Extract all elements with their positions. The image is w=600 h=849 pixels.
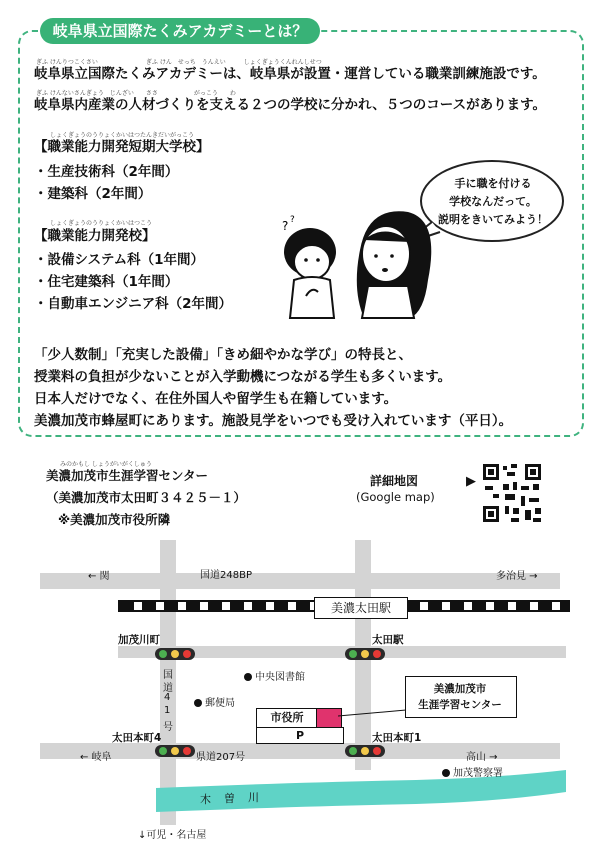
route207-label: 県道207号 [196, 752, 246, 763]
venue-note: ※美濃加茂市役所隣 [58, 512, 171, 527]
school2-ruby: しょくぎょうのうりょくかいはつこう [50, 220, 153, 227]
venue-callout-line: 生涯学習センター [418, 699, 502, 711]
route248-label: 国道248BP [200, 570, 252, 581]
course-item: ・建築科（2年間） [34, 186, 152, 202]
para2-ruby: ぎふ けんないさんぎょう じんざい ささ がっこう わ [36, 90, 236, 97]
school1-ruby: しょくぎょうのうりょくかいはつたんきだいがっこう [50, 132, 195, 139]
course-item: ・生産技術科（2年間） [34, 164, 179, 180]
ota-station-label: 太田駅 [372, 634, 404, 646]
ota4-label: 太田本町4 [112, 732, 162, 744]
direction-tajimi: 多治見 → [496, 571, 538, 582]
students-illustration [268, 200, 438, 320]
intro-title-tab: 岐阜県立国際たくみアカデミーとは？ [40, 18, 320, 44]
parking-box: P [256, 727, 344, 744]
venue-name: 美濃加茂市生涯学習センター [46, 468, 209, 483]
course-item: ・設備システム科（1年間） [34, 252, 205, 268]
callout-leader [338, 708, 408, 718]
city-hall-box: 市役所 [256, 708, 318, 728]
route41-label: 4 [164, 692, 171, 703]
route41-label: 道 [163, 683, 173, 694]
direction-takayama: 高山 → [466, 752, 498, 763]
traffic-light-icon [345, 648, 385, 660]
feature-line: 美濃加茂市蜂屋町にあります。施設見学をいつでも受け入れています（平日）。 [34, 413, 513, 429]
arrow-right-icon: ▶ [466, 474, 476, 489]
svg-text:?: ? [282, 219, 289, 233]
station-box: 美濃太田駅 [314, 597, 408, 619]
river-label: 曽 [224, 792, 235, 805]
river-label: 木 [200, 793, 211, 806]
svg-text:?: ? [290, 215, 295, 225]
bubble-line: 説明をきいてみよう！ [438, 213, 548, 226]
road-route248 [40, 573, 560, 589]
qr-code-icon[interactable] [481, 462, 543, 524]
feature-line: 「少人数制」「充実した設備」「きめ細やかな学び」の特長と、 [34, 347, 412, 363]
traffic-light-icon [345, 745, 385, 757]
venue-ruby: みのかもし しょうがいがくしゅう [60, 461, 152, 468]
detail-map-sub: (Google map) [356, 490, 435, 504]
detail-map-label: 詳細地図 [370, 474, 419, 488]
river-label: 川 [248, 791, 259, 804]
venue-callout-line: 美濃加茂市 [433, 683, 487, 695]
traffic-light-icon [155, 648, 195, 660]
river [156, 770, 566, 820]
route41-label: 国 [163, 670, 173, 681]
intro-paragraph-1: 岐阜県立国際たくみアカデミーは、岐阜県が設置・運営している職業訓練施設です。 [34, 66, 546, 82]
route41-label: 号 [163, 722, 173, 733]
feature-line: 日本人だけでなく、在住外国人や留学生も在籍しています。 [34, 391, 398, 407]
kamogawa-label: 加茂川町 [118, 634, 160, 646]
direction-seki: ← 関 [88, 571, 110, 582]
bubble-line: 手に職を付ける [454, 177, 532, 190]
post-office-label: 郵便局 [194, 694, 235, 709]
direction-kani: ↓可児・名古屋 [138, 830, 207, 841]
course-item: ・住宅建築科（1年間） [34, 274, 179, 290]
school1-name: 【職業能力開発短期大学校】 [34, 139, 210, 155]
feature-line: 授業料の負担が少ないことが入学動機につながる学生も多くいます。 [34, 369, 452, 385]
school2-name: 【職業能力開発校】 [34, 228, 156, 244]
bubble-line: 学校なんだって。 [449, 195, 537, 208]
library-label: 中央図書館 [244, 668, 305, 683]
venue-address: （美濃加茂市太田町３４２５－１） [46, 490, 247, 505]
ota1-label: 太田本町1 [372, 732, 422, 744]
course-item: ・自動車エンジニア科（2年間） [34, 296, 233, 312]
para1-ruby: ぎふ けんりつこくさい ぎふ けん せっち うんえい しょくぎょうくんれんしせつ [36, 59, 322, 66]
direction-gifu: ← 岐阜 [80, 752, 112, 763]
intro-paragraph-2: 岐阜県内産業の人材づくりを支える２つの学校に分かれ、５つのコースがあります。 [34, 97, 547, 113]
route41-label: 1 [164, 705, 171, 716]
traffic-light-icon [155, 745, 195, 757]
police-label: 加茂警察署 [442, 764, 503, 779]
